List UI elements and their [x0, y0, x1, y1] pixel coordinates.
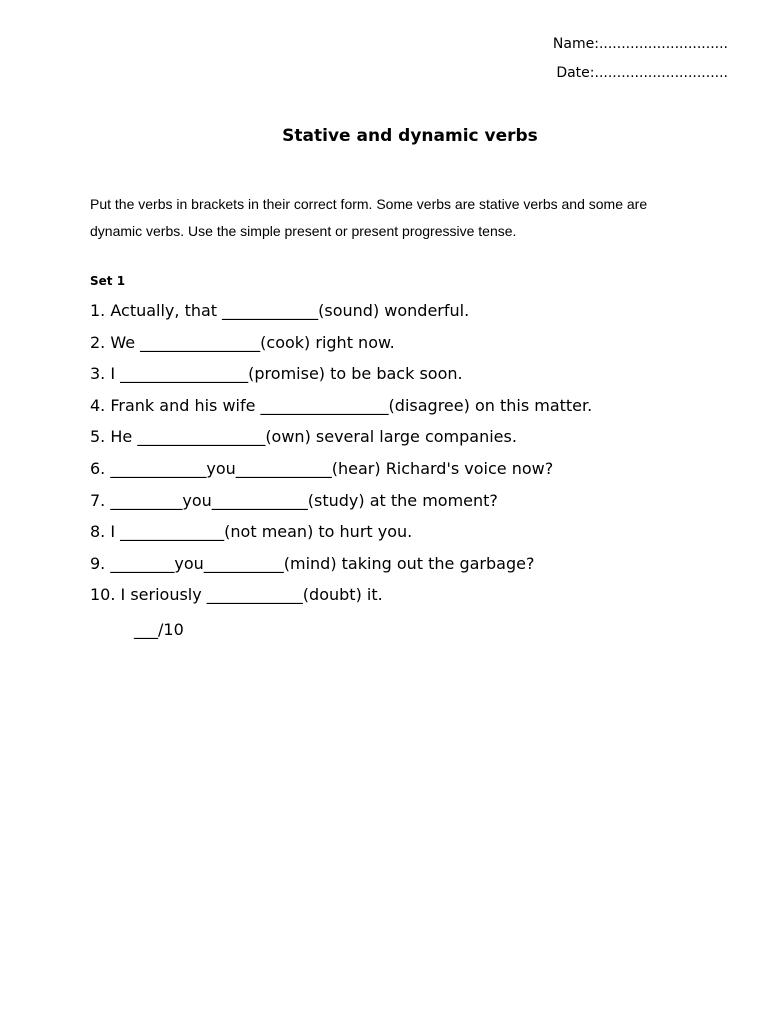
question-item: 4. Frank and his wife ________________(disagree) on this matter. — [90, 395, 593, 415]
set-label: Set 1 — [90, 274, 126, 288]
page-title: Stative and dynamic verbs — [282, 126, 538, 146]
score-field: ___/10 — [134, 620, 184, 639]
question-item: 9. ________you__________(mind) taking out the garbage? — [90, 553, 535, 573]
question-item: 3. I ________________(promise) to be back soon. — [90, 364, 463, 384]
question-item: 5. He ________________(own) several large companies. — [90, 427, 517, 447]
date-field: Date:.............................. — [556, 65, 728, 81]
question-item: 1. Actually, that ____________(sound) wonderful. — [90, 301, 470, 320]
instructions — [90, 191, 730, 245]
name-field: Name:............................. — [552, 36, 728, 52]
question-list — [90, 297, 592, 613]
question-item: 7. _________you____________(study) at the moment? — [90, 490, 498, 510]
question-item: 8. I _____________(not mean) to hurt you. — [90, 522, 413, 542]
instructions-line: Put the verbs in brackets in their correct form. Some verbs are stative verbs and some are — [90, 196, 648, 212]
instructions-line: dynamic verbs. Use the simple present or present progressive tense. — [90, 223, 517, 239]
question-item: 2. We _______________(cook) right now. — [90, 332, 395, 352]
question-item: 10. I seriously ____________(doubt) it. — [90, 585, 383, 605]
question-item: 6. ____________you____________(hear) Richard's voice now? — [90, 458, 554, 478]
